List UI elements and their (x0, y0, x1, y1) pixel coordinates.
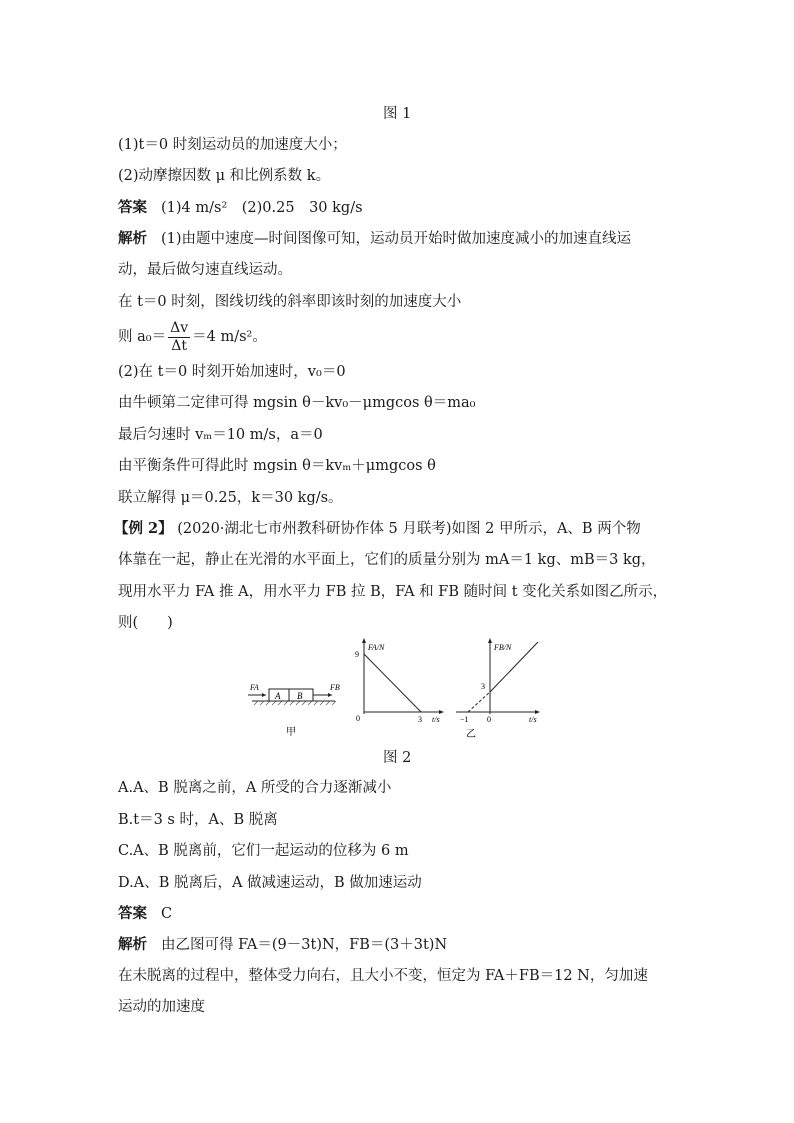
analysis-row-3 (118, 935, 447, 955)
fa-line (364, 654, 421, 712)
jia-label: 甲 (286, 727, 296, 738)
example-2-line-3: 现用水平力 FA 推 A，用水平力 FB 拉 B，FA 和 FB 随时间 t 变化关系如图乙所示， (118, 584, 668, 600)
option-d: D.A、B 脱离后，A 做减速运动，B 做加速运动 (118, 875, 422, 891)
force-a-label: FA (250, 683, 259, 692)
equation-suffix: ＝4 m/s²。 (192, 329, 267, 345)
example-2-line-4: 则( ) (118, 615, 173, 631)
chart-fa (355, 638, 444, 724)
fa-y-tick: 9 (355, 650, 359, 659)
chart-fb (456, 638, 540, 740)
fa-origin: 0 (356, 714, 360, 723)
answer-label: 答案 (118, 199, 147, 216)
analysis-3-line-3: 运动的加速度 (118, 999, 205, 1015)
equation-prefix: 则 a₀＝ (118, 329, 167, 345)
analysis-2-line-3: 最后匀速时 vₘ＝10 m/s，a＝0 (118, 427, 323, 443)
example-2-tag: 【例 2】 (114, 520, 173, 537)
option-a: A.A、B 脱离之前，A 所受的合力逐渐减小 (118, 780, 392, 796)
equation-fraction (168, 320, 190, 355)
ground-hatch (254, 701, 336, 705)
answer-row-2 (118, 904, 172, 924)
analysis-3-line-1: 由乙图可得 FA＝(9－3t)N，FB＝(3＋3t)N (161, 937, 448, 953)
answer-1-text: (1)4 m/s² (2)0.25 30 kg/s (161, 200, 363, 216)
analysis-3-line-2: 在未脱离的过程中，整体受力向右，且大小不变，恒定为 FA＋FB＝12 N，匀加速 (118, 968, 648, 984)
block-a-label: A (275, 691, 281, 701)
fb-y-label: FB/N (494, 643, 512, 652)
analysis-label: 解析 (118, 230, 147, 247)
analysis-1-line-1: (1)由题中速度—时间图像可知，运动员开始时做加速度减小的加速直线运 (161, 231, 632, 247)
analysis-1-line-3: 在 t＝0 时刻，图线切线的斜率即该时刻的加速度大小 (118, 294, 462, 310)
answer-2-label: 答案 (118, 905, 147, 922)
example-2-source: (2020·湖北七市州教科研协作体 5 月联考)如图 2 甲所示，A、B 两个物 (172, 521, 641, 537)
question-1: (1)t＝0 时刻运动员的加速度大小； (118, 137, 347, 153)
equation-denominator: Δt (171, 337, 187, 354)
analysis-1-line-2: 动，最后做匀速直线运动。 (118, 262, 292, 278)
example-2-line-1 (114, 519, 641, 539)
answer-2-text: C (161, 906, 173, 922)
analysis-2-line-2: 由牛顿第二定律可得 mgsin θ－kv₀－μmgcos θ＝ma₀ (118, 395, 476, 411)
option-b: B.t＝3 s 时，A、B 脱离 (118, 812, 278, 828)
analysis-2-line-5: 联立解得 μ＝0.25，k＝30 kg/s。 (118, 490, 343, 506)
example-2-line-2: 体靠在一起，静止在光滑的水平面上，它们的质量分别为 mA＝1 kg、mB＝3 kg， (118, 552, 656, 568)
fb-x-label: t/s (529, 715, 537, 724)
acceleration-equation (118, 317, 267, 357)
figure-2-caption: 图 2 (383, 750, 412, 766)
figure-1-caption: 图 1 (383, 106, 412, 122)
question-2: (2)动摩擦因数 μ 和比例系数 k。 (118, 168, 331, 184)
analysis-2-line-1: (2)在 t＝0 时刻开始加速时，v₀＝0 (118, 364, 346, 380)
fb-x-neg-tick: −1 (460, 715, 469, 724)
analysis-row-1 (118, 229, 631, 249)
fb-y-tick: 3 (481, 682, 485, 691)
fa-x-tick: 3 (418, 715, 422, 724)
block-b-label: B (297, 691, 303, 701)
fb-dashed-extension (468, 692, 490, 712)
equation-numerator: Δv (170, 319, 189, 336)
fa-y-label: FA/N (368, 643, 385, 652)
analysis-2-line-4: 由平衡条件可得此时 mgsin θ＝kvₘ＋μmgcos θ (118, 458, 436, 474)
fb-origin: 0 (487, 715, 491, 724)
option-c: C.A、B 脱离前，它们一起运动的位移为 6 m (118, 843, 409, 859)
figure-2 (240, 634, 550, 744)
analysis-3-label: 解析 (118, 936, 147, 953)
force-b-label: FB (330, 683, 340, 692)
figure-jia (248, 683, 340, 738)
yi-label: 乙 (466, 729, 476, 740)
answer-row-1 (118, 198, 363, 218)
fa-x-label: t/s (432, 715, 440, 724)
